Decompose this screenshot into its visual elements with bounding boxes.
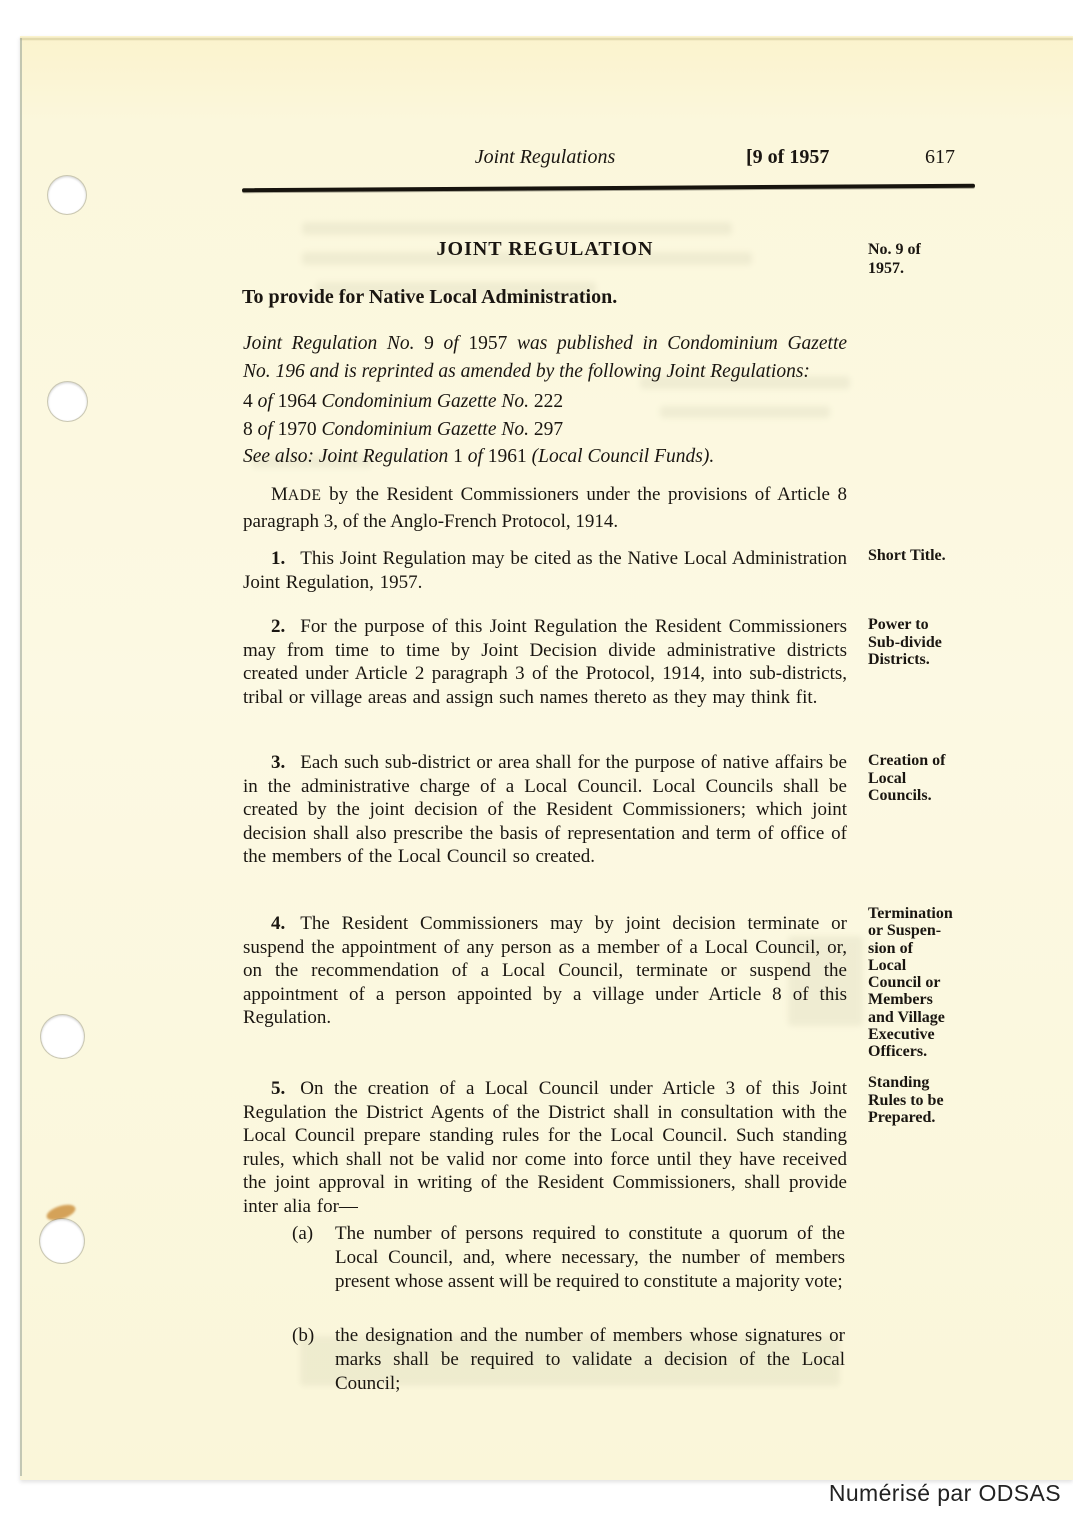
punch-hole	[41, 1015, 84, 1058]
note-line: Executive	[868, 1026, 935, 1044]
subitem-a	[292, 1222, 848, 1294]
section-2	[243, 615, 847, 709]
punch-hole	[48, 176, 86, 214]
note-line: and Village	[868, 1008, 945, 1026]
note-line: 1957.	[868, 260, 904, 277]
section-text: The Resident Commissioners may by joint decision terminate or suspend the appointment of any person as a member of a Local Council, or, on the recommendation of a Local Council, terminate or suspend the appointment of a person appointed by a village under Article 8 of this Regulation.	[243, 913, 847, 1029]
section-5	[243, 1077, 847, 1219]
section-text: Each such sub-district or area shall for the purpose of native affairs be in the administrative charge of a Local Council. Local Councils shall be created by the joint decision of the Resident Commissioners; which joint decision shall also prescribe the basis of representation and term of office of the members of the Local Council so created.	[243, 752, 847, 868]
section-number: 4.	[271, 913, 286, 934]
note-line: Districts.	[868, 651, 930, 668]
note-line: Prepared.	[868, 1109, 936, 1126]
enactment-initial: M	[271, 484, 288, 505]
page-edge-line	[20, 38, 22, 1476]
note-line: or Suspen-	[868, 922, 942, 940]
section-number: 2.	[271, 616, 286, 637]
marginal-note-short-title	[868, 547, 980, 565]
see-also-line: See also: Joint Regulation 1 of 1961 (Local Council Funds).	[243, 446, 715, 467]
note-line: sion of	[868, 939, 913, 957]
enactment-text: by the Resident Commissioners under the provisions of Article 8 paragraph 3, of the Anglo-French Protocol, 1914.	[243, 484, 847, 532]
section-1	[243, 547, 847, 594]
section-4	[243, 912, 847, 1030]
subitem-b	[292, 1324, 848, 1396]
subitem-label: (a)	[292, 1223, 314, 1244]
publication-note: Joint Regulation No. 9 of 1957 was published in Condominium Gazette No. 196 and is reprinted as amended by the following Joint Regulations:	[243, 333, 848, 382]
bleedthrough-mark	[660, 406, 830, 418]
marginal-note-creation	[868, 752, 980, 805]
enactment-smallcaps: ADE	[287, 487, 322, 504]
page-edge-shadow	[20, 38, 1073, 40]
note-line: Local	[868, 769, 907, 787]
scan-watermark: Numérisé par ODSAS	[828, 1480, 1061, 1506]
note-line: Short Title.	[868, 547, 946, 564]
note-line: Sub-divide	[868, 633, 942, 651]
regulation-title: JOINT REGULATION	[436, 238, 654, 260]
note-line: Creation of	[868, 752, 946, 769]
note-line: Members	[868, 991, 933, 1009]
note-line: No. 9 of	[868, 241, 921, 258]
section-number: 1.	[271, 548, 286, 569]
regulation-number-note	[868, 240, 980, 278]
note-line: Council or	[868, 974, 941, 992]
subitem-label: (b)	[292, 1325, 315, 1346]
enactment-paragraph	[243, 482, 847, 534]
marginal-note-standing-rules	[868, 1074, 980, 1127]
subject-line: To provide for Native Local Administration.	[242, 286, 618, 308]
section-3	[243, 751, 847, 869]
bleedthrough-mark	[302, 222, 732, 235]
note-line: Rules to be	[868, 1091, 944, 1109]
section-number: 3.	[271, 752, 286, 773]
section-text: On the creation of a Local Council under Article 3 of this Joint Regulation the District Agents of the District shall in consultation with the Local Council prepare standing rules for the Local Council. Such standing rules, which shall not be valid nor come into force until they have received the joint approval in writing of the Resident Commissioners, shall provide inter alia for—	[243, 1078, 847, 1217]
note-line: Power to	[868, 616, 929, 633]
amendment-line: 8 of 1970 Condominium Gazette No. 297	[243, 419, 564, 440]
marginal-note-termination	[868, 905, 980, 1061]
page-number: 617	[925, 146, 955, 168]
note-line: Standing	[868, 1074, 930, 1091]
edition-reference: [9 of 1957	[746, 146, 830, 168]
note-line: Termination	[868, 905, 953, 922]
section-text: For the purpose of this Joint Regulation the Resident Commissioners may from time to time by Joint Decision divide administrative districts created under Article 2 paragraph 3 of the Protocol, 1914, into sub-districts, tribal or village areas and assign such names thereto as they may think fit.	[243, 616, 847, 708]
running-title: Joint Regulations	[474, 146, 616, 168]
note-line: Local	[868, 956, 907, 974]
section-text: This Joint Regulation may be cited as the Native Local Administration Joint Regulation, 1957.	[243, 548, 847, 593]
amendment-line: 4 of 1964 Condominium Gazette No. 222	[243, 391, 564, 412]
subitem-text: The number of persons required to constitute a quorum of the Local Council, and, where necessary, the number of members present whose assent will be required to constitute a majority vote;	[335, 1223, 845, 1292]
marginal-note-subdivide	[868, 616, 980, 669]
note-line: Officers.	[868, 1043, 928, 1061]
subitem-text: the designation and the number of members whose signatures or marks shall be required to validate a decision of the Local Council;	[335, 1325, 845, 1394]
punch-hole	[48, 382, 87, 421]
section-number: 5.	[271, 1078, 286, 1099]
note-line: Councils.	[868, 787, 932, 804]
punch-hole	[40, 1219, 84, 1263]
